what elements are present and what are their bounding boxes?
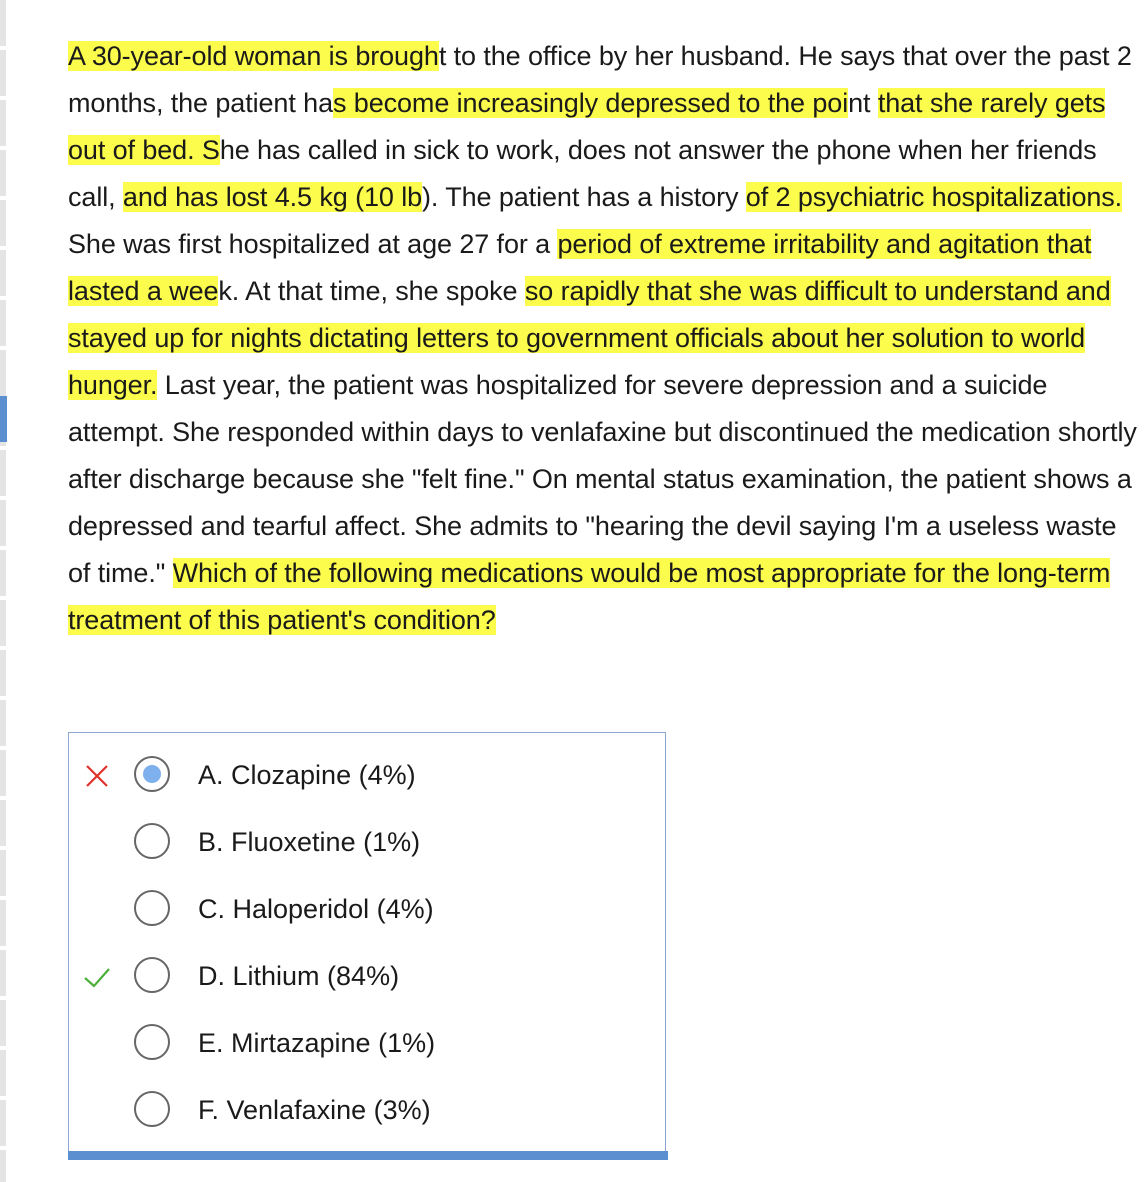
question-text: ). The patient has a history (422, 182, 746, 212)
answer-choice[interactable] (69, 953, 665, 999)
highlighted-text: Which of the following medications would be most appropriate for the long-term treatment of this patient's condition? (68, 558, 1111, 635)
choice-label: A. Clozapine (4%) (198, 760, 416, 790)
highlighted-text: of 2 psychiatric hospitalizations. (745, 182, 1123, 212)
answer-choice[interactable] (69, 1087, 665, 1133)
question-text: She was first hospitalized at age 27 for a (68, 229, 558, 259)
question-stem (68, 33, 1138, 644)
radio-button[interactable] (134, 756, 170, 792)
question-nav-marker[interactable] (0, 396, 7, 442)
question-text: Last year, the patient was hospitalized for severe depression and a suicide attempt. She responded within days to venlafaxine but discontinued the medication shortly after discharge because she "felt fine." On mental status examination, the patient shows a depressed and tearful affect. She admits to "hearing the devil saying I'm a useless waste of time." (68, 370, 1137, 588)
question-text: he has called in sick to work, does not answer the phone when her friends call, (68, 135, 1097, 212)
answer-choice[interactable] (69, 752, 665, 798)
highlighted-text: A 30-year-old woman is brough (68, 41, 439, 71)
answer-choices (68, 732, 666, 1156)
choice-label: D. Lithium (84%) (198, 961, 400, 991)
question-text: nt (848, 88, 878, 118)
highlighted-text: that she rarely gets out of bed. S (68, 88, 1106, 165)
radio-button[interactable] (134, 890, 170, 926)
highlighted-text: and has lost 4.5 kg (10 lb (122, 182, 423, 212)
highlighted-text: s become increasingly depressed to the poi (332, 88, 849, 118)
left-gutter (0, 0, 6, 1182)
question-text: k. At that time, she spoke (218, 276, 525, 306)
highlighted-text: so rapidly that she was difficult to understand and stayed up for nights dictating letters to government officials about her solution to world hunger. (68, 276, 1111, 400)
choice-label: E. Mirtazapine (1%) (198, 1028, 436, 1058)
radio-button[interactable] (134, 1024, 170, 1060)
radio-button[interactable] (134, 823, 170, 859)
question-text: t to the office by her husband. He says that over the past 2 months, the patient ha (68, 41, 1132, 118)
radio-button[interactable] (134, 1091, 170, 1127)
answer-choice[interactable] (69, 1020, 665, 1066)
answer-choice[interactable] (69, 886, 665, 932)
highlighted-text: period of extreme irritability and agitation that lasted a wee (68, 229, 1092, 306)
choice-label: B. Fluoxetine (1%) (198, 827, 421, 857)
incorrect-x-icon (83, 762, 111, 790)
answer-choice[interactable] (69, 819, 665, 865)
choice-label: F. Venlafaxine (3%) (198, 1095, 431, 1125)
correct-check-icon (83, 963, 111, 991)
choice-label: C. Haloperidol (4%) (198, 894, 434, 924)
choices-bottom-bar (68, 1151, 668, 1160)
radio-button[interactable] (134, 957, 170, 993)
